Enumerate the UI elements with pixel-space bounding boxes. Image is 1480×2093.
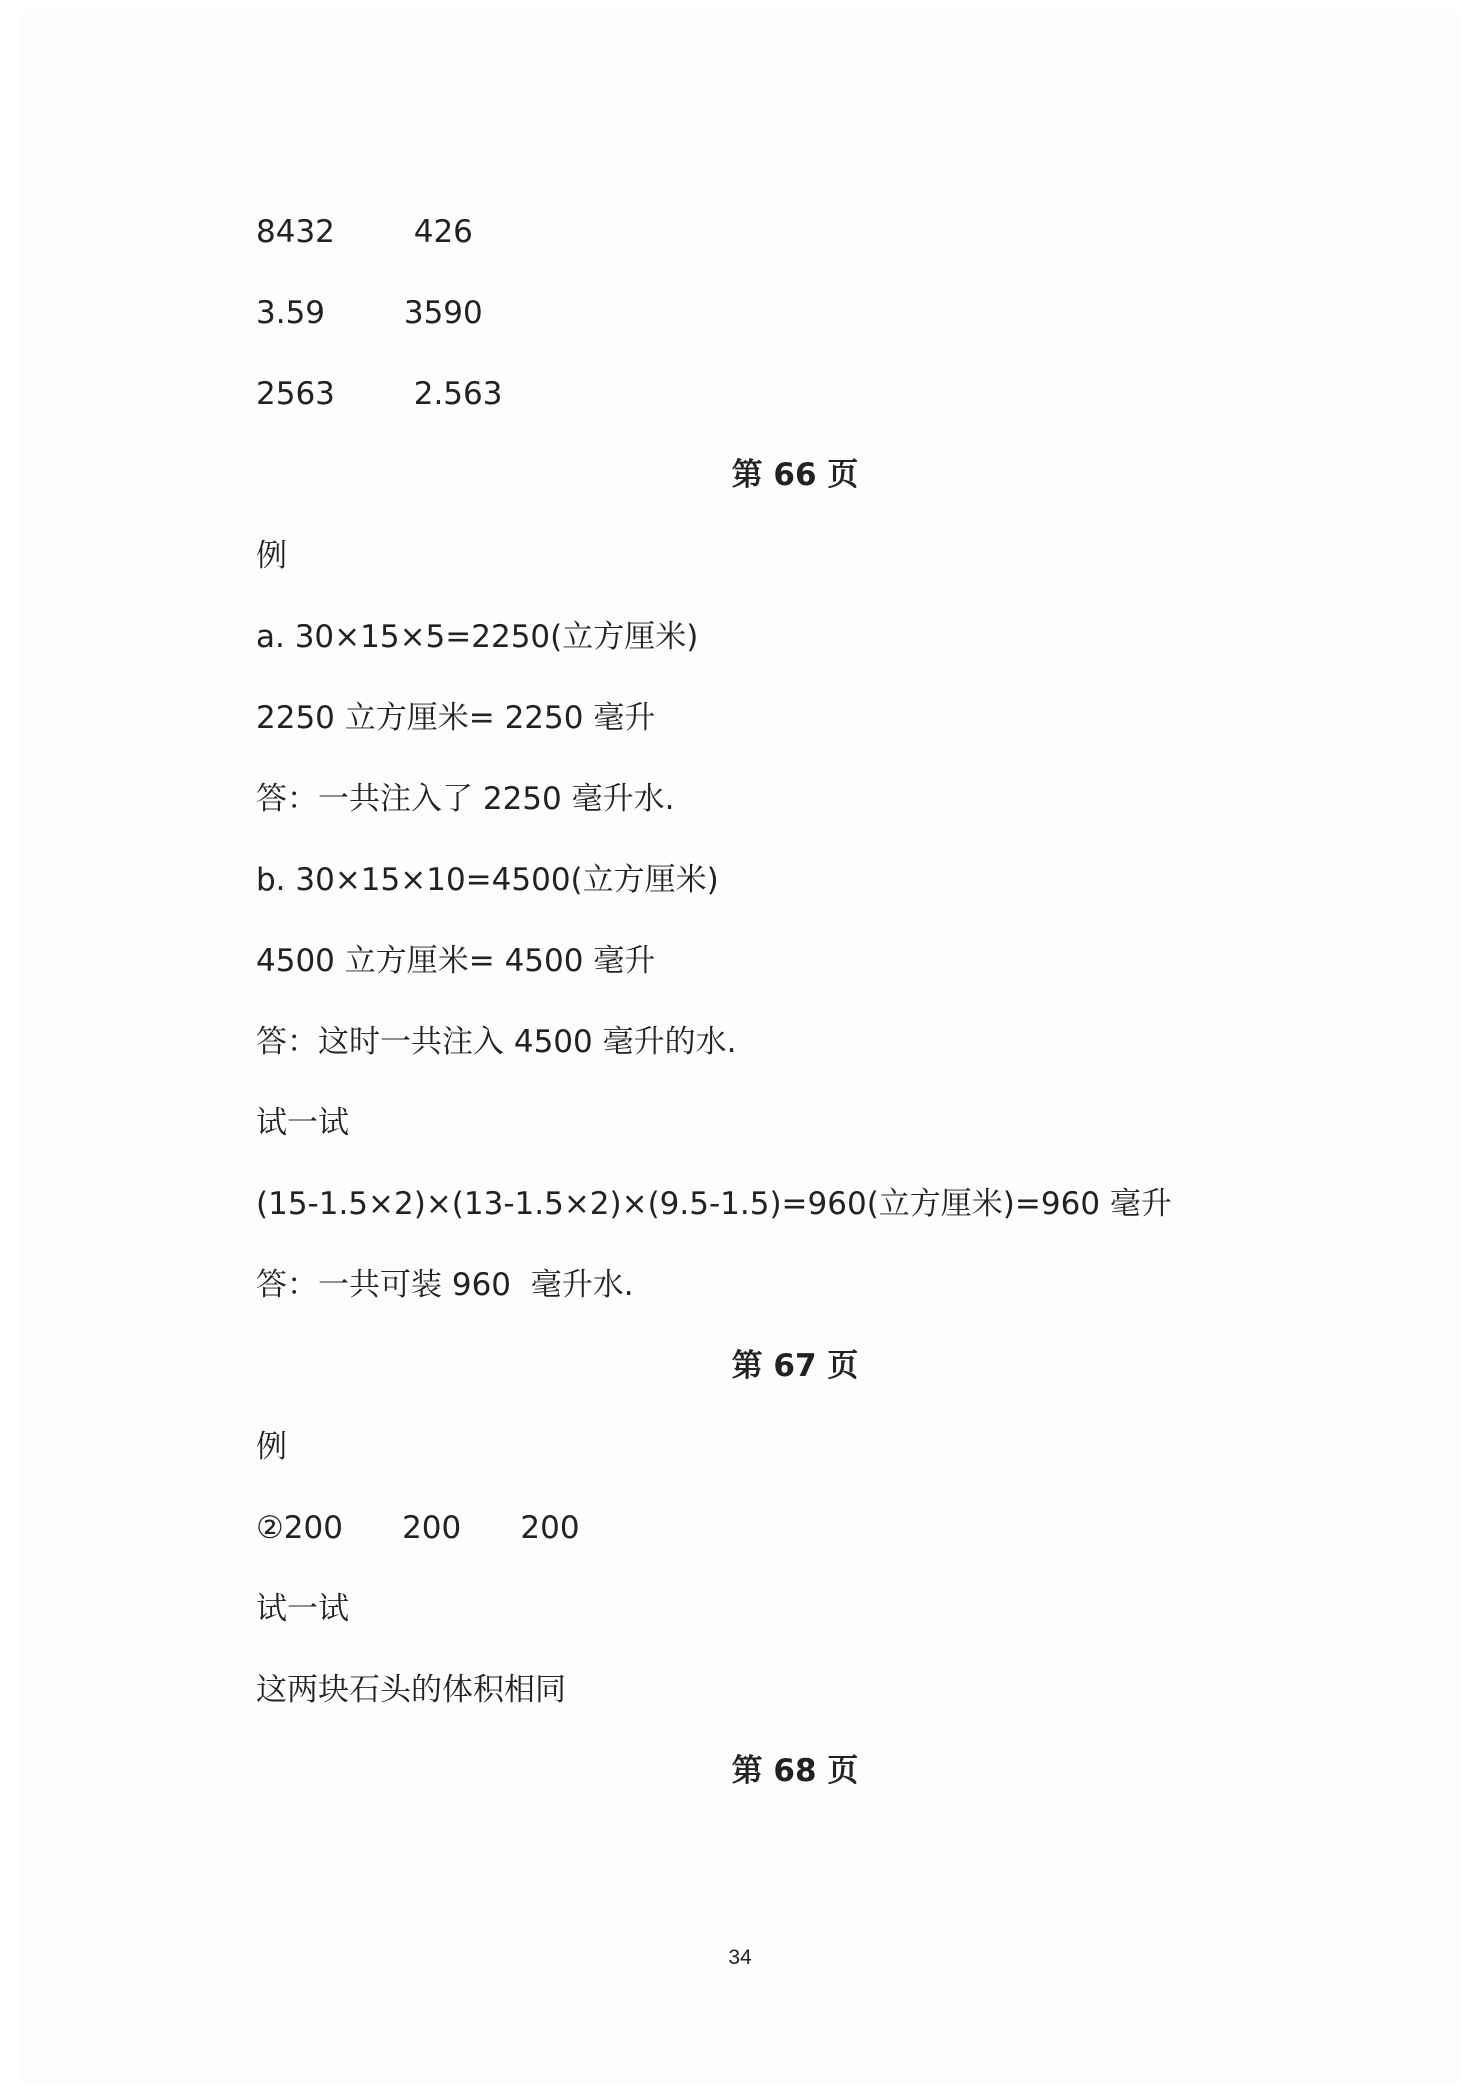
try-it-label: 试一试 [256,1591,349,1627]
example-label: 例 [256,538,287,574]
answer-line: 2563 2.563 [256,376,503,412]
answer-line: 8432 426 [256,214,473,250]
answer-line: 3.59 3590 [256,295,483,331]
answer-line: 4500 立方厘米= 4500 毫升 [256,943,656,979]
answer-statement: 答：一共可装 960 毫升水. [256,1267,634,1303]
answer-line: a. 30×15×5=2250(立方厘米) [256,619,699,655]
try-it-label: 试一试 [256,1105,349,1141]
section-heading-page-67: 第 67 页 [731,1348,859,1384]
page-number: 34 [728,1946,752,1969]
answer-line: ②200 200 200 [256,1510,580,1546]
answer-statement: 答：这时一共注入 4500 毫升的水. [256,1024,737,1060]
section-heading-page-66: 第 66 页 [731,457,859,493]
answer-statement: 答：一共注入了 2250 毫升水. [256,781,675,817]
answer-line: b. 30×15×10=4500(立方厘米) [256,862,719,898]
answer-line: 这两块石头的体积相同 [256,1672,566,1708]
answer-line: (15-1.5×2)×(13-1.5×2)×(9.5-1.5)=960(立方厘米)=960 毫升 [256,1186,1172,1222]
answer-line: 2250 立方厘米= 2250 毫升 [256,700,656,736]
section-heading-page-68: 第 68 页 [731,1753,859,1789]
example-label: 例 [256,1429,287,1465]
